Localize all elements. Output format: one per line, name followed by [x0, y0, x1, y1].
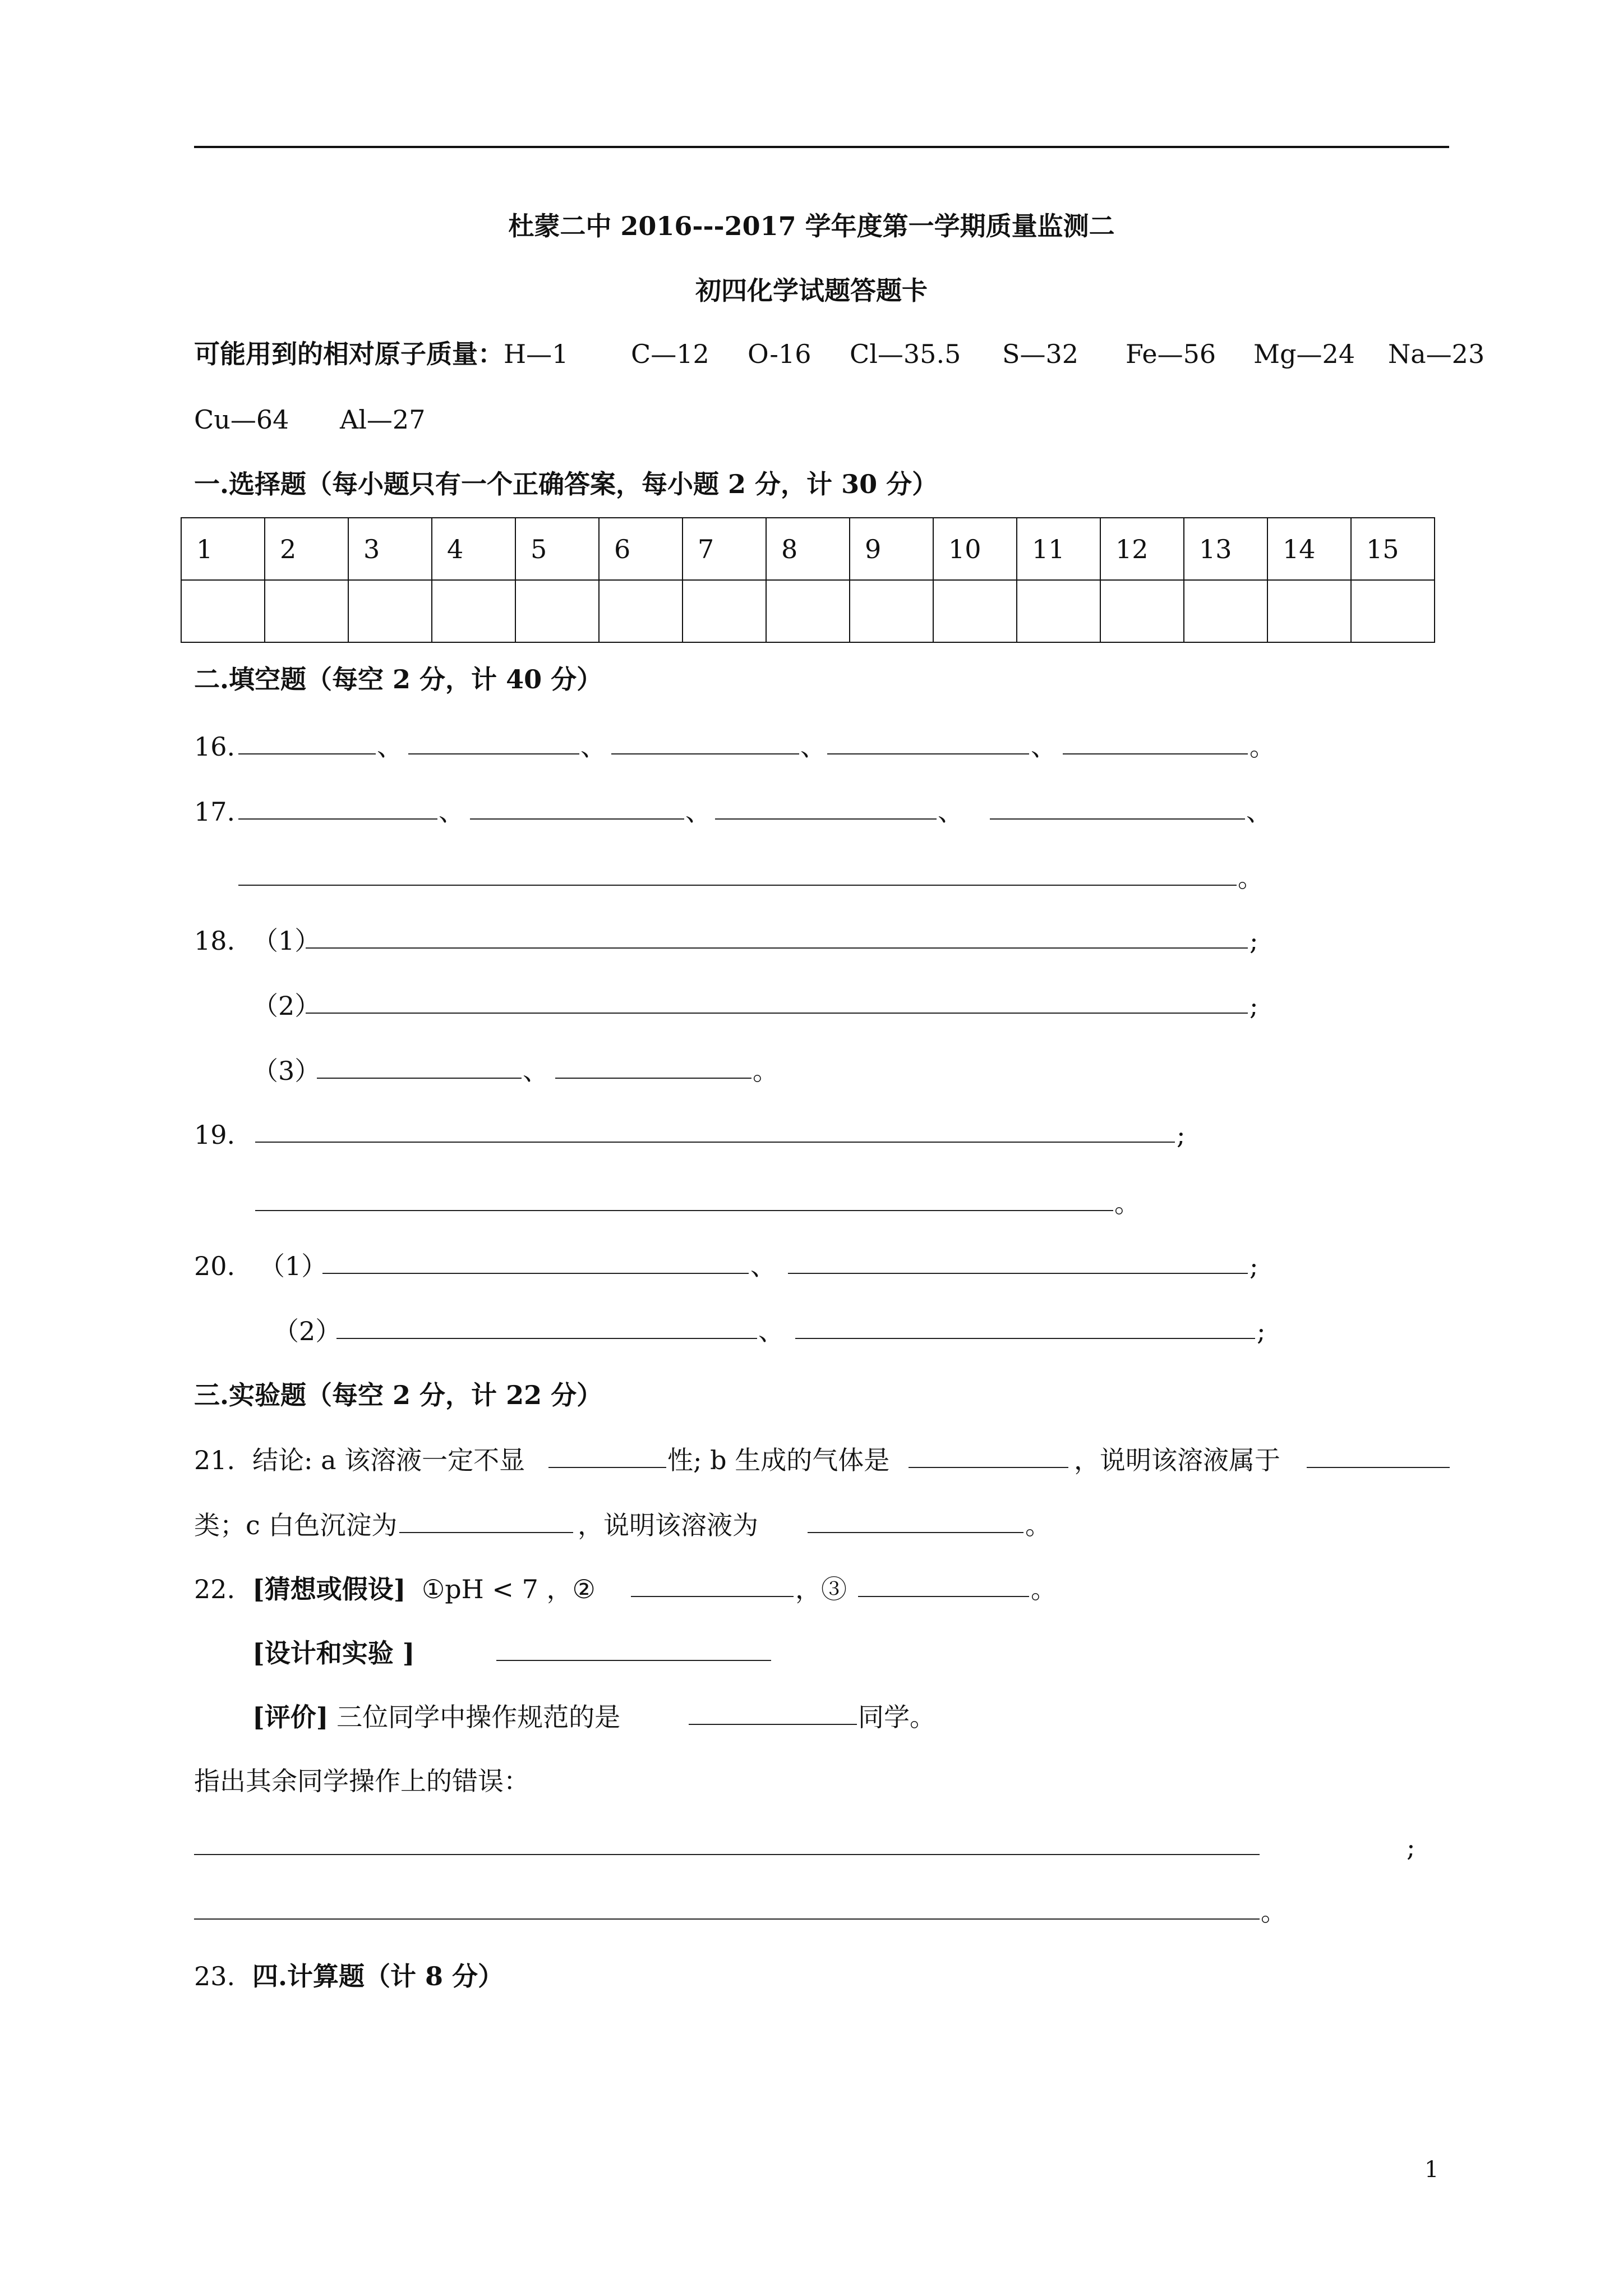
mass-cu: Cu—64 [194, 404, 289, 435]
mass-s: S—32 [1002, 339, 1079, 369]
q20-part-1: （1） [259, 1251, 328, 1281]
atomic-masses-label: 可能用到的相对原子质量： [194, 339, 504, 369]
answer-blank[interactable] [306, 947, 1248, 949]
grid-number: 8 [766, 518, 850, 580]
mass-na: Na—23 [1388, 339, 1485, 369]
q22-hypothesis-text: ①pH < 7 ，② [422, 1574, 596, 1604]
answer-blank[interactable] [255, 1210, 1113, 1211]
grid-number: 11 [1017, 518, 1100, 580]
section1-heading: 一.选择题（每小题只有一个正确答案，每小题 2 分，计 30 分） [194, 469, 938, 499]
mass-mg: Mg—24 [1253, 339, 1355, 369]
answer-blank[interactable] [990, 818, 1245, 820]
answer-blank[interactable] [336, 1338, 757, 1339]
answer-blank[interactable] [631, 1596, 794, 1597]
q19-number: 19. [194, 1120, 236, 1150]
semicolon: ; [1407, 1832, 1415, 1862]
separator: 、 [1246, 797, 1272, 827]
answer-cell[interactable] [181, 580, 265, 642]
grid-number: 12 [1100, 518, 1184, 580]
answer-cell[interactable] [933, 580, 1017, 642]
end-mark: 。 [1114, 1188, 1140, 1218]
q22-eval-end: 同学。 [858, 1702, 935, 1732]
grid-number: 9 [850, 518, 933, 580]
end-mark: 。 [1031, 1574, 1057, 1604]
grid-number: 10 [933, 518, 1017, 580]
answer-blank[interactable] [795, 1338, 1255, 1339]
grid-number: 14 [1267, 518, 1351, 580]
answer-blank[interactable] [611, 753, 799, 754]
semicolon: ; [1257, 1316, 1266, 1346]
q16-number: 16. [194, 731, 236, 762]
atomic-masses-line-1 [194, 341, 568, 367]
answer-blank[interactable] [238, 818, 437, 820]
answer-blank[interactable] [909, 1467, 1068, 1468]
grid-number: 3 [348, 518, 432, 580]
section2-heading: 二.填空题（每空 2 分，计 40 分） [194, 664, 603, 694]
mass-al: Al—27 [340, 404, 426, 435]
answer-cell[interactable] [599, 580, 683, 642]
mass-fe: Fe—56 [1126, 339, 1216, 369]
answer-blank[interactable] [238, 885, 1237, 886]
separator: 、 [750, 1251, 776, 1281]
answer-blank[interactable] [548, 1467, 666, 1468]
separator: 、 [523, 1056, 548, 1086]
end-mark: 。 [753, 1056, 778, 1086]
page-number: 1 [1424, 2157, 1439, 2183]
answer-cell[interactable] [1017, 580, 1100, 642]
separator: 、 [800, 731, 826, 762]
grid-answer-row [181, 580, 1435, 642]
q22-hypothesis-label: [猜想或假设] [252, 1574, 406, 1604]
mass-c: C—12 [631, 339, 709, 369]
q21-text-4: 类；c 白色沉淀为 [194, 1510, 398, 1540]
answer-blank[interactable] [317, 1078, 522, 1079]
semicolon: ; [1177, 1120, 1186, 1150]
answer-blank[interactable] [238, 753, 376, 754]
answer-cell[interactable] [515, 580, 599, 642]
q18-part-1: （1） [252, 926, 321, 956]
separator: 、 [685, 797, 711, 827]
grid-number: 13 [1184, 518, 1267, 580]
separator: 、 [377, 731, 403, 762]
mass-cl: Cl—35.5 [850, 339, 961, 369]
answer-blank[interactable] [1063, 753, 1248, 754]
grid-number: 4 [432, 518, 515, 580]
section4-heading: 四.计算题（计 8 分） [252, 1961, 504, 1991]
answer-cell[interactable] [850, 580, 933, 642]
semicolon: ; [1249, 991, 1258, 1021]
q21-number: 21. [194, 1445, 236, 1475]
grid-number: 1 [181, 518, 265, 580]
answer-blank[interactable] [496, 1660, 771, 1661]
q22-eval-line [252, 1704, 620, 1730]
answer-cell[interactable] [1351, 580, 1435, 642]
separator: 、 [938, 797, 963, 827]
answer-blank[interactable] [322, 1273, 749, 1274]
answer-cell[interactable] [766, 580, 850, 642]
end-mark: 。 [1025, 1510, 1051, 1540]
answer-blank[interactable] [689, 1724, 857, 1725]
grid-number: 2 [265, 518, 348, 580]
answer-cell[interactable] [1100, 580, 1184, 642]
answer-blank[interactable] [255, 1142, 1175, 1143]
grid-number: 6 [599, 518, 683, 580]
q18-number: 18. [194, 926, 236, 956]
semicolon: ; [1249, 1251, 1258, 1281]
q18-part-3: （3） [252, 1056, 321, 1086]
q22-hypothesis-c3: ，③ [795, 1574, 847, 1604]
answer-blank[interactable] [827, 753, 1029, 754]
separator: 、 [580, 731, 606, 762]
answer-blank[interactable] [555, 1078, 751, 1079]
grid-number: 5 [515, 518, 599, 580]
q21-text-2: 性; b 生成的气体是 [667, 1445, 890, 1475]
grid-number: 15 [1351, 518, 1435, 580]
answer-blank[interactable] [306, 1013, 1248, 1014]
grid-number-row [181, 518, 1435, 580]
semicolon: ; [1249, 926, 1258, 956]
q17-number: 17. [194, 797, 236, 827]
answer-blank[interactable] [715, 818, 937, 820]
answer-blank[interactable] [858, 1596, 1029, 1597]
q22-eval-text: 三位同学中操作规范的是 [336, 1702, 621, 1732]
answer-grid [181, 517, 1435, 643]
page-subtitle: 初四化学试题答题卡 [695, 275, 928, 306]
end-mark: 。 [1249, 731, 1275, 762]
answer-blank[interactable] [194, 1854, 1260, 1855]
end-mark: 。 [1238, 863, 1264, 893]
q23-number: 23. [194, 1961, 236, 1991]
mass-h: H—1 [504, 339, 569, 369]
q21-text-1: 结论: a 该溶液一定不显 [252, 1445, 525, 1475]
q22-number: 22. [194, 1574, 236, 1604]
q20-part-2: （2） [273, 1316, 342, 1346]
separator: 、 [439, 797, 464, 827]
answer-blank[interactable] [194, 1918, 1260, 1920]
q21-text-5: ，说明该溶液为 [578, 1510, 758, 1540]
answer-blank[interactable] [808, 1532, 1023, 1533]
answer-blank[interactable] [408, 753, 579, 754]
top-rule [194, 146, 1449, 148]
grid-number: 7 [683, 518, 766, 580]
q22-eval-label: [评价] [252, 1702, 329, 1732]
answer-cell[interactable] [265, 580, 348, 642]
page-title: 杜蒙二中 2016---2017 学年度第一学期质量监测二 [508, 211, 1115, 241]
answer-cell[interactable] [683, 580, 766, 642]
separator: 、 [758, 1316, 784, 1346]
answer-cell[interactable] [1267, 580, 1351, 642]
q22-errors-prompt: 指出其余同学操作上的错误： [194, 1766, 529, 1796]
q22-design-label: [设计和实验 ] [252, 1638, 415, 1668]
end-mark: 。 [1261, 1897, 1287, 1927]
mass-o: O-16 [748, 339, 811, 369]
answer-blank[interactable] [470, 818, 684, 820]
q18-part-2: （2） [252, 991, 321, 1021]
separator: 、 [1031, 731, 1057, 762]
answer-cell[interactable] [432, 580, 515, 642]
answer-blank[interactable] [399, 1532, 573, 1533]
answer-blank[interactable] [788, 1273, 1248, 1274]
answer-cell[interactable] [1184, 580, 1267, 642]
answer-cell[interactable] [348, 580, 432, 642]
q21-text-3: ，说明该溶液属于 [1074, 1445, 1280, 1475]
answer-blank[interactable] [1307, 1467, 1450, 1468]
section3-heading: 三.实验题（每空 2 分，计 22 分） [194, 1380, 603, 1410]
q20-number: 20. [194, 1251, 236, 1281]
